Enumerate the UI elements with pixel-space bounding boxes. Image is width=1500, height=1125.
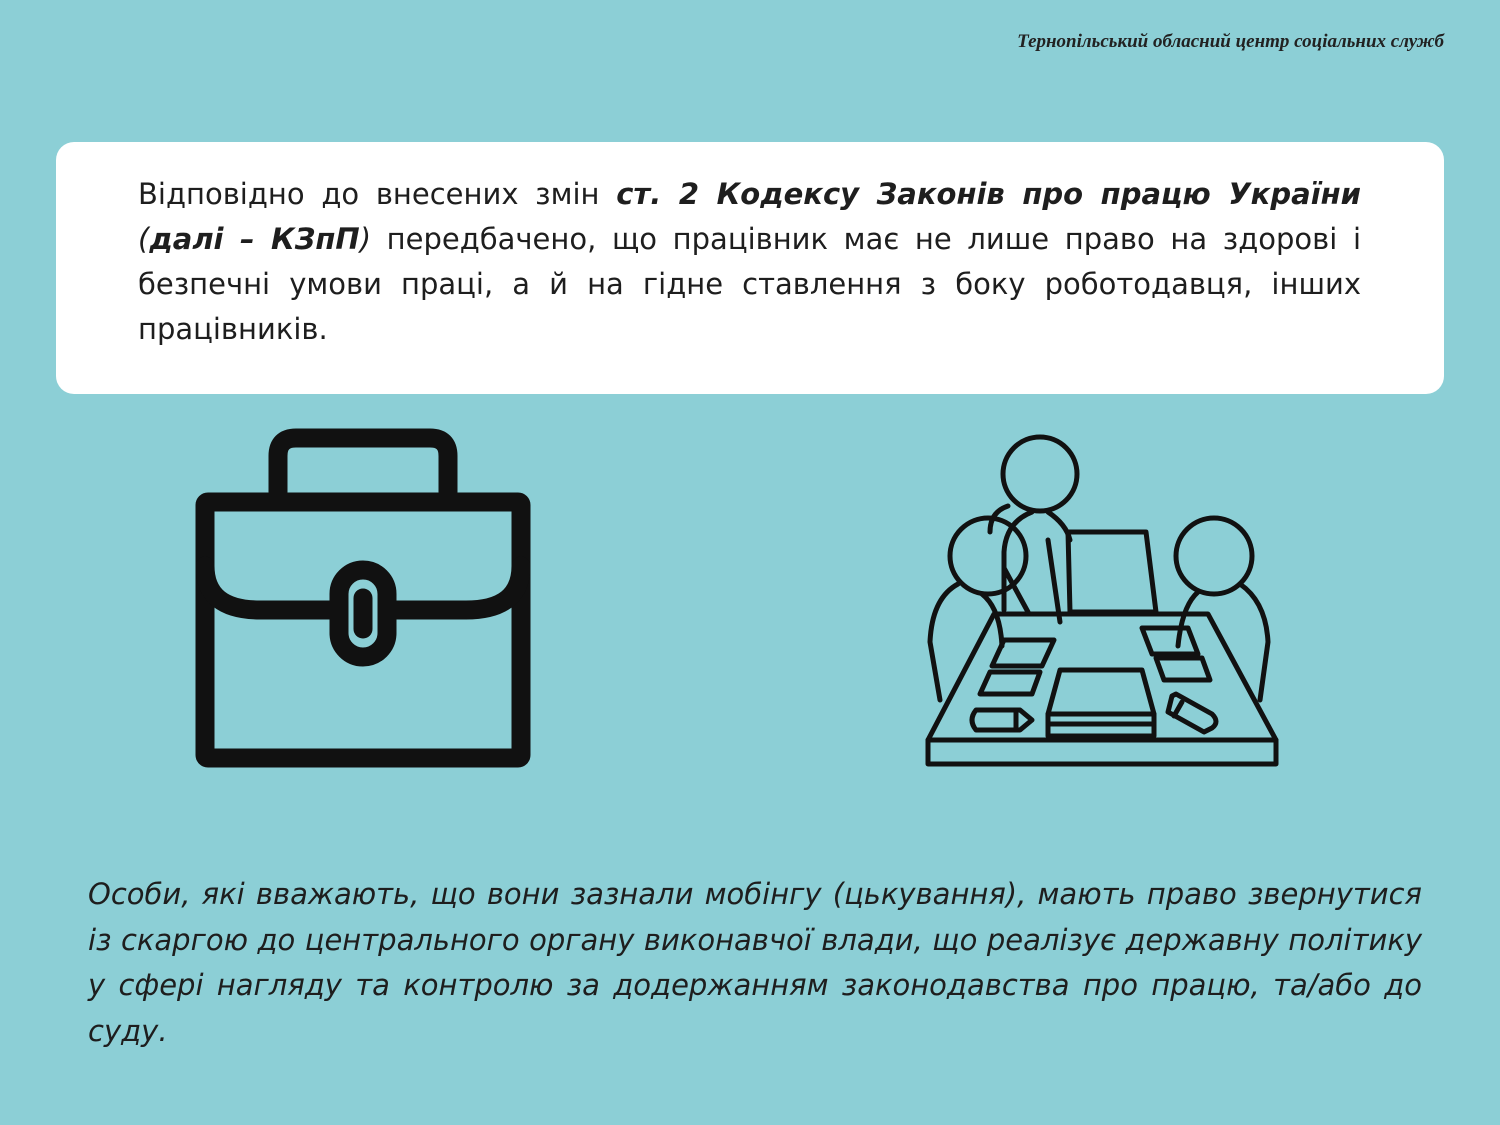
law-reference: ст. 2 Кодексу Законів про працю України <box>616 177 1361 211</box>
complaint-paragraph: Особи, які вважають, що вони зазнали мобінгу (цькування), мають право звернутися із скаргою до центрального органу виконавчої влади, що реалізує державну політику у сфері нагляду та контролю за додержанням законодавства про працю, та/або до суду. <box>88 877 1422 1048</box>
intro-paragraph <box>138 172 1361 352</box>
intro-text-start: Відповідно до внесених змін <box>138 177 617 211</box>
briefcase-icon <box>190 426 536 770</box>
intro-card <box>56 142 1444 394</box>
intro-text-end: передбачено, що працівник має не лише право на здорові і безпечні умови праці, а й на гідне ставлення з боку роботодавця, інших працівників. <box>138 222 1362 346</box>
abbreviation-kzpp: далі – КЗпП <box>149 222 360 256</box>
abbreviation-close: ) <box>359 222 372 256</box>
meeting-table-icon <box>920 432 1282 772</box>
organization-name: Тернопільський обласний центр соціальних служб <box>1017 31 1444 52</box>
abbreviation-open: ( <box>138 222 150 256</box>
